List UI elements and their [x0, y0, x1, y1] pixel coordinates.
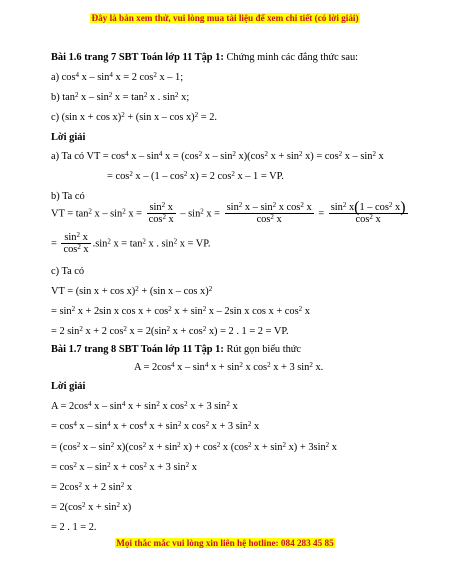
problem-1-item-a: a) $\cos^4 x - \sin^4 x = 2$ $\cos^2 x - 1$; [51, 71, 184, 83]
solution-2-line-2: = $\cos^4 x - \sin^4 x + \cos^4 x + \sin^2 x$ $\cos^2 x + 3$ $\sin^2 x$ [51, 420, 260, 432]
solution-b-line-2: = $\frac{\sin^2 x}{\cos^2 x}$ $.\sin^2$ $x = \tan^2 x$ . $\sin^2 x$ = VP. [51, 231, 211, 255]
fraction: $\frac{\sin^2 x - \sin^2 x \cos^2 x}{\cos^2 x}$ [226, 201, 312, 225]
problem-1-prompt: Chứng minh các đẳng thức sau: [223, 52, 359, 63]
problem-2-prompt: Rút gọn biểu thức [223, 344, 302, 355]
problem-1-title: Bài 1.6 trang 7 SBT Toán lớp 11 Tập 1: [51, 52, 224, 63]
hotline-footer-text: Mọi thắc mắc vui lòng xin liên hệ hotline: 084 283 45 85 [116, 538, 334, 548]
problem-2-heading [51, 344, 301, 356]
solution-c-intro: c) Ta có [51, 266, 85, 277]
solution-a-line-1: a) Ta có VT = $\cos^4 x - \sin^4 x = (\cos^2$ x – $\sin^2 x)(\cos^2$ $x + \sin^2 x) = \cos^2 x - \sin^2 x$ [51, 150, 384, 162]
solution-2-line-3: = ($\cos^2$ x – $\sin^2 x)(\cos^2$ $x + \sin^2 x) + \cos^2 x$ ($\cos^2$ $x + \sin^2 x) + 3\sin^2$ x [51, 441, 337, 453]
problem-2-title: Bài 1.7 trang 8 SBT Toán lớp 11 Tập 1: [51, 344, 224, 355]
problem-1-item-b: b) $\tan^2 x - \sin^2 x = \tan^2 x$ . $\sin^2 x$; [51, 91, 190, 103]
solution-c-line-3: = 2 $\sin^2 x + 2$ $\cos^2 x = 2(\sin^2$ $x + \cos^2 x) = 2$ . 1 = 2 = VP. [51, 325, 289, 337]
problem-1-heading [51, 52, 358, 64]
problem-2-expression: $A = 2\cos^4$ $x - \sin^4 x + \sin^2 x$ $\cos^2 x + 3$ $\sin^2 x$. [134, 361, 324, 373]
hotline-footer [0, 538, 450, 548]
solution-b-intro: b) Ta có [51, 191, 85, 202]
fraction: $\frac{\sin^2 x}{\cos^2 x}$ [63, 231, 89, 255]
preview-banner [0, 13, 450, 23]
solution-c-line-1: VT = (sin x + cos x)$^2$ + (sin x – cos x)$^2$ [51, 285, 213, 297]
fraction: $\frac{\sin^2 x}{\cos^2 x}$ [148, 201, 174, 225]
fraction: $\frac{\sin^2 x(1 - \cos^2 x)}{\cos^2 x}$ [330, 199, 406, 225]
solution-2-line-5: = $2\cos^2$ x + 2 $\sin^2 x$ [51, 481, 133, 493]
solution-a-line-2: = $\cos^2 x - (1 - \cos^2 x) = 2$ $\cos^2 x - 1$ = VP. [107, 170, 284, 182]
problem-1-solution-heading: Lời giải [51, 132, 86, 143]
solution-b-line-1: VT = $\tan^2 x - \sin^2 x$ = $\frac{\sin^2 x}{\cos^2 x}$ – $\sin^2 x$ = $\frac{\sin^2 x - \sin^2 x \cos^2 x}{\cos^2 x}$ = $\frac{\sin^2 x(1 - \cos^2 x)}{\cos^2 x}$ [51, 199, 406, 225]
solution-2-line-6: = $2(\cos^2$ $x + \sin^2 x$) [51, 501, 132, 513]
problem-1-item-c: c) (sin x + cos x)$^2$ + (sin x – cos x)$^2$ = 2. [51, 111, 218, 123]
solution-2-line-1: $A = 2\cos^4$ $x - \sin^4 x + \sin^2 x$ $\cos^2 x + 3$ $\sin^2 x$ [51, 400, 238, 412]
solution-2-line-4: = $\cos^2 x - \sin^2 x + \cos^2 x + 3$ $\sin^2 x$ [51, 461, 197, 473]
solution-c-line-2: = $\sin^2 x + 2\sin$ x $\cos x + \cos^2 x + \sin^2 x - 2\sin$ x $\cos x + \cos^2 x$ [51, 305, 310, 317]
preview-banner-text: Đây là bản xem thử, vui lòng mua tài liệu để xem chi tiết (có lời giải) [91, 13, 359, 23]
solution-2-line-7: = 2 . 1 = 2. [51, 522, 97, 533]
problem-2-solution-heading: Lời giải [51, 381, 86, 392]
